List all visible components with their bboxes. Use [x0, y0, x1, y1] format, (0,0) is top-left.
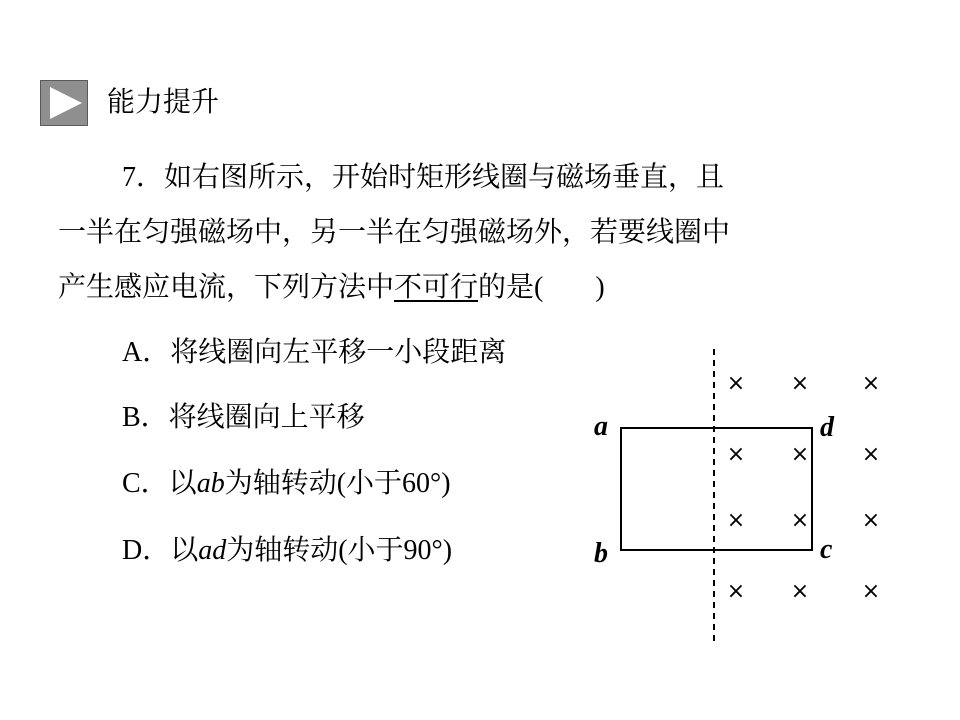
field-cross-mark: ×	[790, 508, 810, 533]
field-cross-mark: ×	[790, 579, 810, 604]
question-line-3-end: )	[595, 272, 605, 303]
corner-label-b: b	[594, 538, 608, 569]
option-c-end: 为轴转动(小于60°)	[224, 468, 451, 499]
option-d	[122, 533, 452, 569]
section-title: 能力提升	[107, 87, 220, 118]
option-d-start: D．以	[122, 535, 199, 566]
option-c-axis: ab	[196, 468, 225, 499]
option-c	[122, 466, 451, 502]
question-line-3	[58, 270, 605, 306]
corner-label-a: a	[594, 411, 608, 442]
field-cross-mark: ×	[790, 371, 810, 396]
question-line-2: 一半在匀强磁场中，另一半在匀强磁场外，若要线圈中	[58, 217, 731, 248]
corner-label-d: d	[820, 412, 834, 443]
question-line-1: 7．如右图所示，开始时矩形线圈与磁场垂直，且	[122, 162, 725, 193]
underlined-not-feasible: 不可行	[394, 272, 479, 303]
option-d-end: 为轴转动(小于90°)	[226, 535, 453, 566]
field-cross-mark: ×	[861, 371, 881, 396]
field-cross-mark: ×	[726, 579, 746, 604]
field-cross-mark: ×	[790, 442, 810, 467]
option-d-axis: ad	[198, 535, 227, 566]
question-line-3-mid: 的是(	[478, 272, 544, 303]
play-triangle-icon	[40, 80, 88, 126]
option-b: B．将线圈向上平移	[122, 402, 365, 433]
option-a: A．将线圈向左平移一小段距离	[122, 337, 507, 368]
field-cross-mark: ×	[861, 442, 881, 467]
field-cross-mark: ×	[861, 579, 881, 604]
field-cross-mark: ×	[726, 508, 746, 533]
corner-label-c: c	[820, 534, 833, 565]
question-line-3-start: 产生感应电流，下列方法中	[58, 272, 395, 303]
option-c-start: C．以	[122, 468, 197, 499]
field-cross-mark: ×	[861, 508, 881, 533]
coil-magnetic-field-figure	[588, 345, 888, 650]
rectangular-coil	[621, 428, 812, 550]
field-cross-mark: ×	[726, 442, 746, 467]
field-cross-mark: ×	[726, 371, 746, 396]
